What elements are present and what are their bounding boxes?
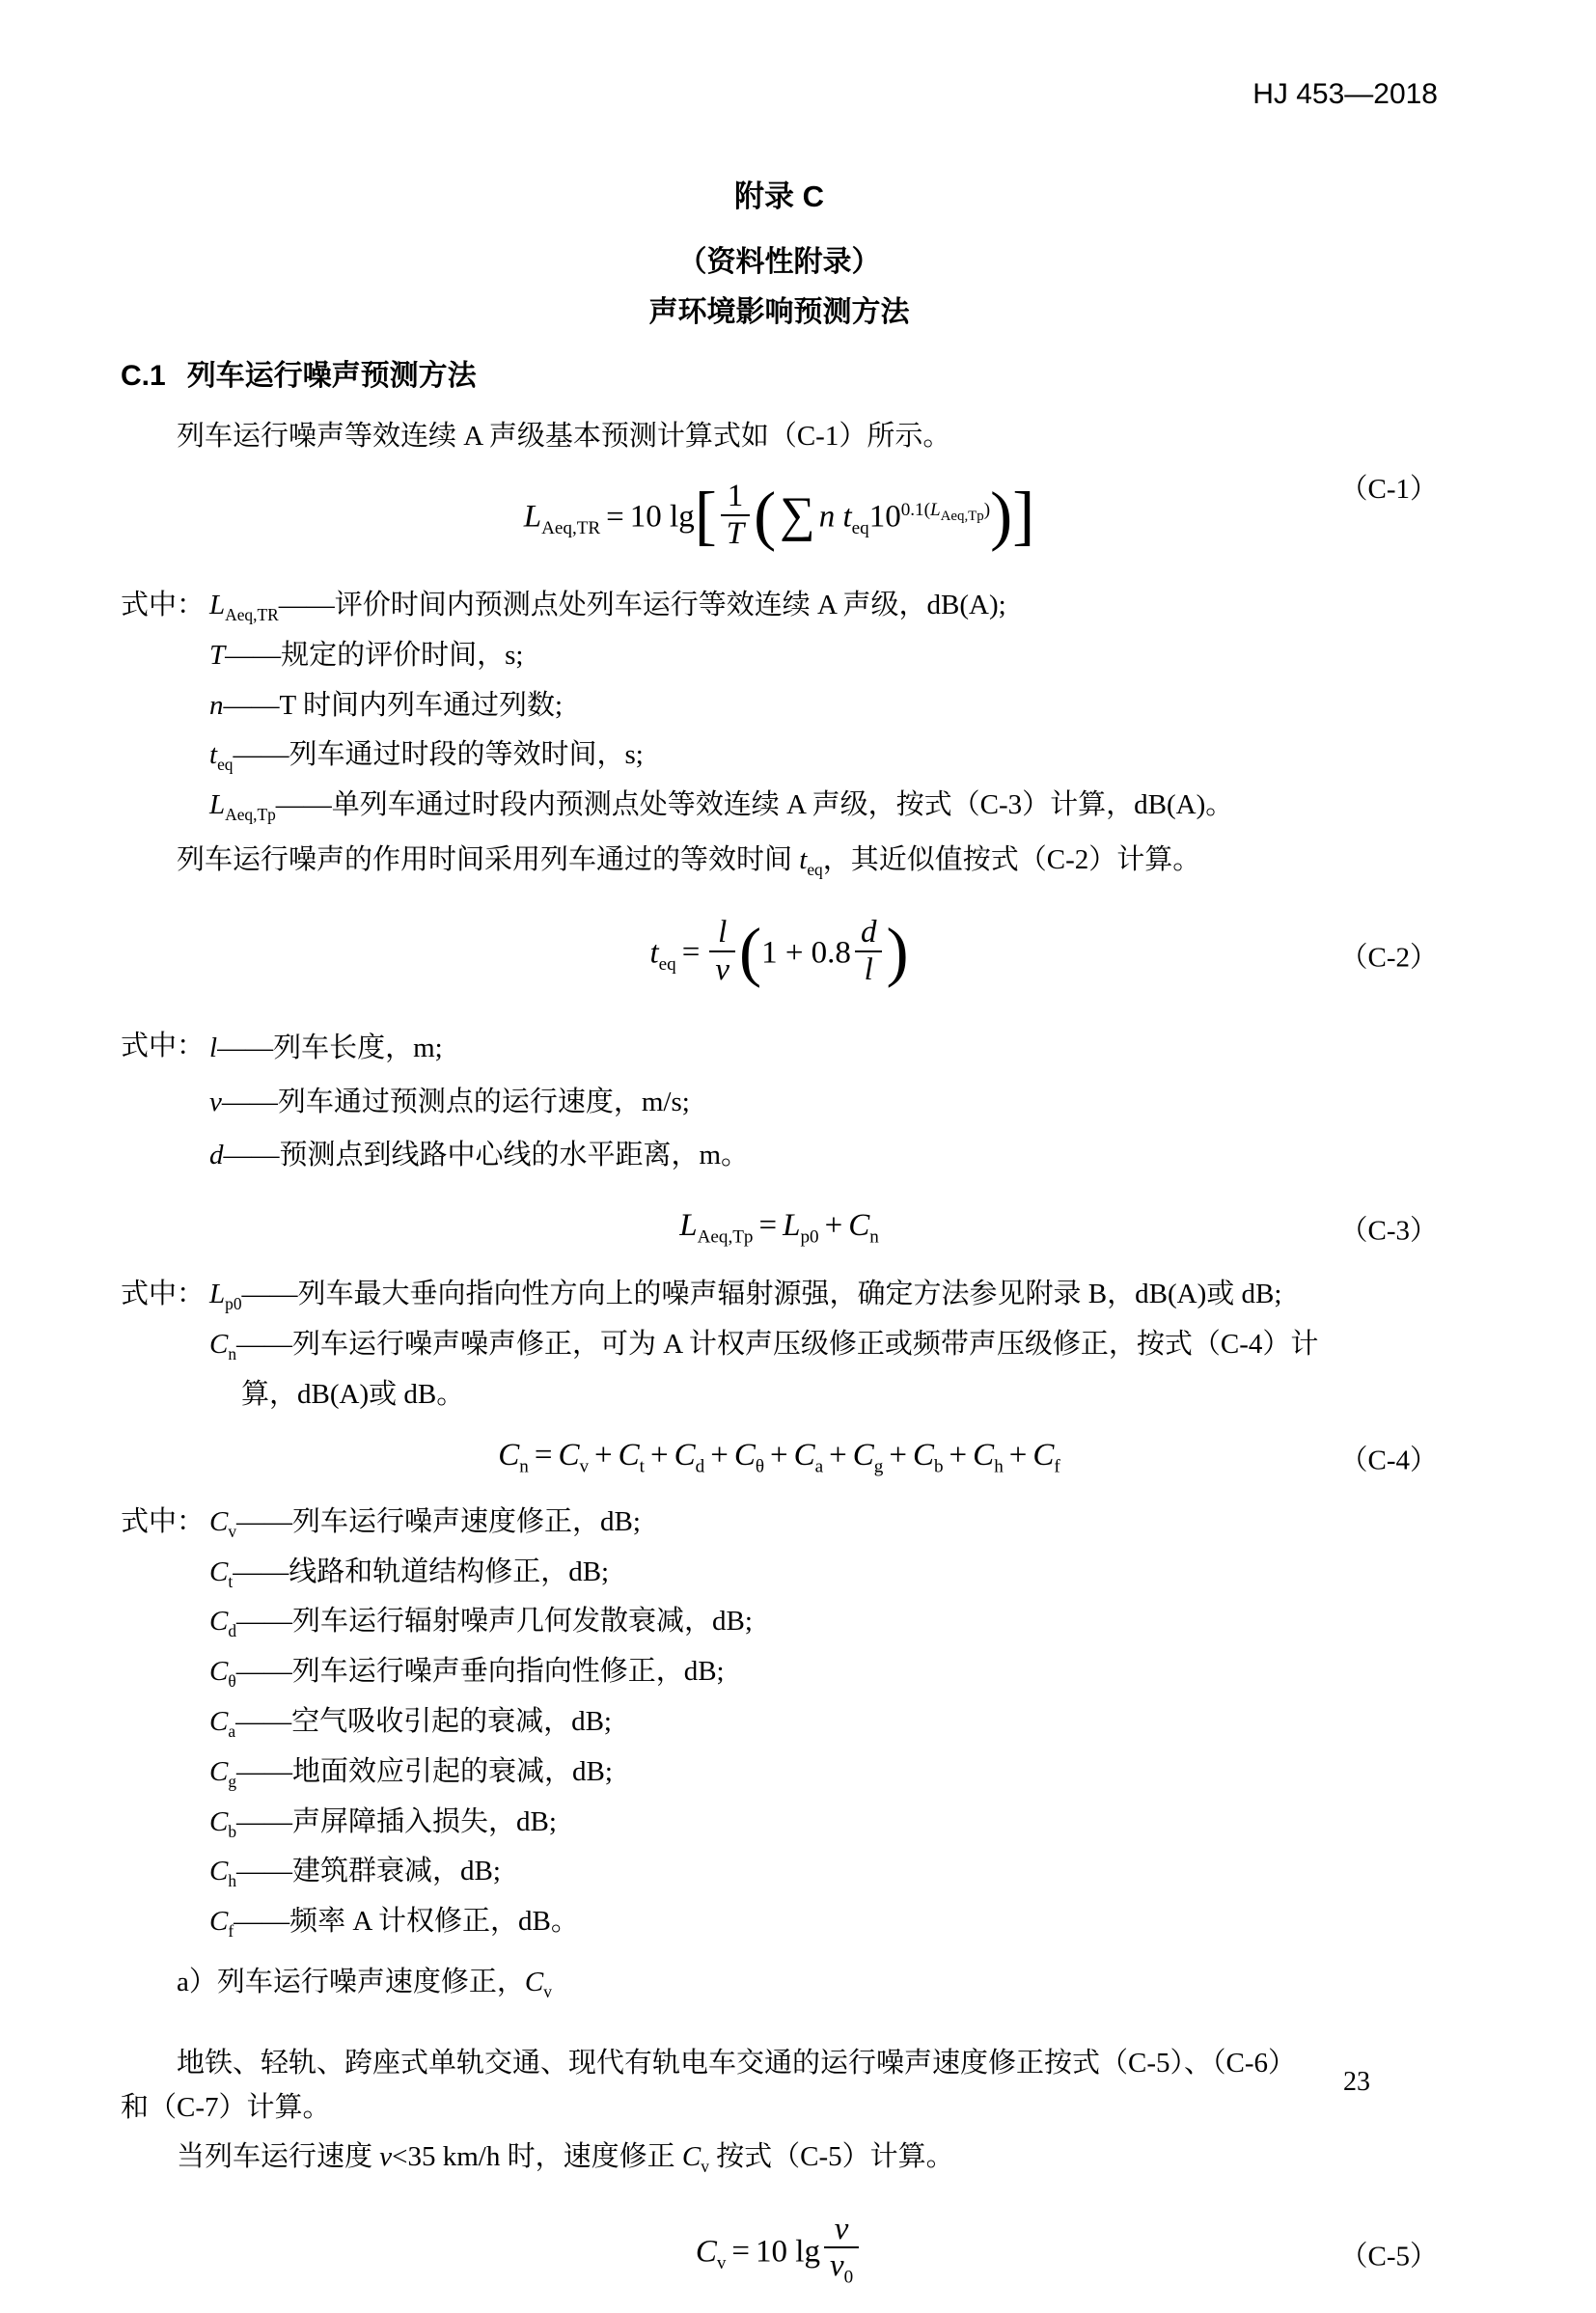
plus-sign: +	[889, 1437, 907, 1473]
where-item: $t_{eq}——$列车通过时段的等效时间，s;	[209, 739, 644, 775]
intro-paragraph: 列车运行噪声等效连续 A 声级基本预测计算式如（C-1）所示。	[177, 421, 951, 452]
formula-c4-label: （C-4）	[1339, 1445, 1438, 1476]
equals-sign: =	[534, 1437, 553, 1473]
equals-sign: =	[606, 499, 624, 535]
where-item: $C_v——$列车运行噪声速度修正，dB;	[209, 1505, 641, 1541]
where-item-continuation: 算，dB(A)或 dB。	[241, 1378, 465, 1410]
formula-c3-label: （C-3）	[1339, 1215, 1438, 1247]
where-item: l——列车长度，m;	[209, 1032, 443, 1063]
equals-sign: =	[731, 2234, 751, 2270]
plus-sign: +	[824, 1208, 843, 1244]
speed-condition-paragraph: 当列车运行速度 v<35 km/h 时，速度修正 $C_v$ 按式（C-5）计算。	[177, 2140, 954, 2176]
formula-c5-label: （C-5）	[1339, 2241, 1438, 2272]
page-content	[121, 0, 1438, 2313]
where-item: $C_h——$建筑群衰减，dB;	[209, 1856, 501, 1891]
plus-sign: +	[1008, 1437, 1028, 1473]
fraction-l-over-v: $\frac{l}{v}$	[709, 915, 735, 988]
formula-c1-coef: 10 lg	[629, 499, 695, 535]
where-label: 式中：	[121, 1505, 206, 1537]
formula-c1-label: （C-1）	[1339, 474, 1438, 505]
where-item: $C_t——$线路和轨道结构修正，dB;	[209, 1556, 610, 1591]
formula-c1: $L_{Aeq,TR} = 10$ lg[ $\frac{1}{T}$ (∑ n $t_{eq}10^{0.1(L_{Aeq,Tp})}$)]	[523, 478, 1035, 552]
formula-c5-row	[121, 2195, 1438, 2313]
section-number: C.1	[121, 360, 166, 392]
where-list-c3	[121, 1274, 1438, 1415]
where-list-c4	[121, 1501, 1438, 1951]
formula-c3-row	[121, 1198, 1438, 1258]
formula-c2-row	[121, 896, 1438, 1014]
document-header: HJ 453—2018	[1252, 78, 1438, 110]
where-item: d——预测点到线路中心线的水平距离，m。	[209, 1140, 750, 1171]
teq-symbol: t	[799, 843, 808, 875]
formula-c5: $C_v = 10$ lg $\frac{v}{v_0}$	[696, 2216, 863, 2293]
formula-c1-body-sub: eq	[851, 518, 869, 539]
formula-c1-pow-base: 10	[868, 499, 901, 535]
where-item: $C_f——$频率 A 计权修正，dB。	[209, 1906, 579, 1941]
where-item: $C_\theta——$列车运行噪声垂向指向性修正，dB;	[209, 1656, 725, 1691]
section-title: 列车运行噪声预测方法	[186, 360, 477, 392]
appendix-main-title: 声环境影响预测方法	[648, 296, 910, 328]
speed-paragraph-line1: 地铁、轻轨、跨座式单轨交通、现代有轨电车交通的运行噪声速度修正按式（C-5）、（C-6）	[177, 2047, 1297, 2079]
speed-paragraph-line2: 和（C-7）计算。	[121, 2091, 331, 2123]
where-item: $C_d——$列车运行辐射噪声几何发散衰减，dB;	[209, 1606, 753, 1641]
page-number: 23	[1343, 2067, 1370, 2097]
where-list-c2	[121, 1026, 1438, 1187]
where-item: $L_{p0}——$列车最大垂向指向性方向上的噪声辐射源强，确定方法参见附录 B，dB(A)或 dB;	[209, 1279, 1282, 1313]
formula-c1-lhs-sub: Aeq,TR	[541, 518, 601, 539]
formula-c3: $L_{Aeq,Tp} = L_{p0} + C_n$	[679, 1208, 879, 1248]
formula-c1-exponent: 0.1(LAeq,Tp)	[900, 499, 991, 524]
fraction-d-over-l: $\frac{d}{l}$	[855, 915, 883, 988]
section-c1-heading	[121, 357, 1438, 396]
teq-paragraph: 列车运行噪声的作用时间采用列车通过的等效时间 $t_{eq}$，其近似值按式（C-2）计算。	[177, 843, 1201, 879]
formula-c2: $t_{eq}$ = $\frac{l}{v}$ (1 + 0.8 $\frac{d}{l}$ )	[649, 913, 909, 988]
appendix-title: 附录 C	[734, 179, 824, 213]
fraction-1-over-T: $\frac{1}{T}$	[721, 479, 750, 552]
where-item: $C_b——$声屏障插入损失，dB;	[209, 1805, 557, 1841]
equals-sign: =	[758, 1208, 778, 1244]
cv-symbol: C	[681, 2140, 702, 2172]
where-item: $C_g——$地面效应引起的衰减，dB;	[209, 1755, 613, 1791]
plus-sign: +	[829, 1437, 847, 1473]
where-item: T——规定的评价时间，s;	[209, 639, 524, 671]
plus-sign: +	[594, 1437, 613, 1473]
v-symbol: v	[379, 2140, 393, 2172]
appendix-note: （资料性附录）	[677, 246, 881, 278]
fraction-v-over-v0: $\frac{v}{v_0}$	[824, 2212, 859, 2289]
where-label: 式中：	[121, 1030, 206, 1061]
where-item: v——列车通过预测点的运行速度，m/s;	[209, 1086, 690, 1117]
where-item: $C_a——$空气吸收引起的衰减，dB;	[209, 1705, 612, 1741]
formula-c1-row	[121, 465, 1438, 573]
where-item: $C_n——$列车运行噪声噪声修正，可为 A 计权声压级修正或频带声压级修正，按式（C-4）计	[209, 1328, 1319, 1363]
formula-c5-coef: 10 lg	[756, 2234, 820, 2270]
where-item: $L_{Aeq,TR}——$评价时间内预测点处列车运行等效连续 A 声级，dB(A);	[209, 590, 1006, 624]
formula-c1-body: n t	[818, 499, 852, 535]
plus-sign: +	[649, 1437, 669, 1473]
formula-c4-row	[121, 1428, 1438, 1488]
where-item: n——T 时间内列车通过列数;	[209, 689, 563, 721]
plus-sign: +	[770, 1437, 788, 1473]
formula-c4: $C_n = C_v + C_t + C_d + C_\theta + C_a + C_g + C_b + C_h + C_f$	[498, 1437, 1060, 1477]
where-label: 式中：	[121, 590, 206, 620]
where-list-c1	[121, 585, 1438, 835]
plus-sign: +	[949, 1437, 968, 1473]
equals-sign: =	[681, 935, 701, 971]
plus-sign: +	[710, 1437, 729, 1473]
where-item: $L_{Aeq,Tp}——$单列车通过时段内预测点处等效连续 A 声级，按式（C-3）计算，dB(A)。	[209, 789, 1234, 824]
list-item-a: a）列车运行噪声速度修正，$C_v$	[177, 1966, 552, 2001]
where-label: 式中：	[121, 1279, 206, 1310]
formula-c2-label: （C-2）	[1339, 942, 1438, 974]
formula-c1-lhs: L	[523, 499, 542, 535]
formula-c2-middle: 1 + 0.8	[761, 935, 851, 971]
